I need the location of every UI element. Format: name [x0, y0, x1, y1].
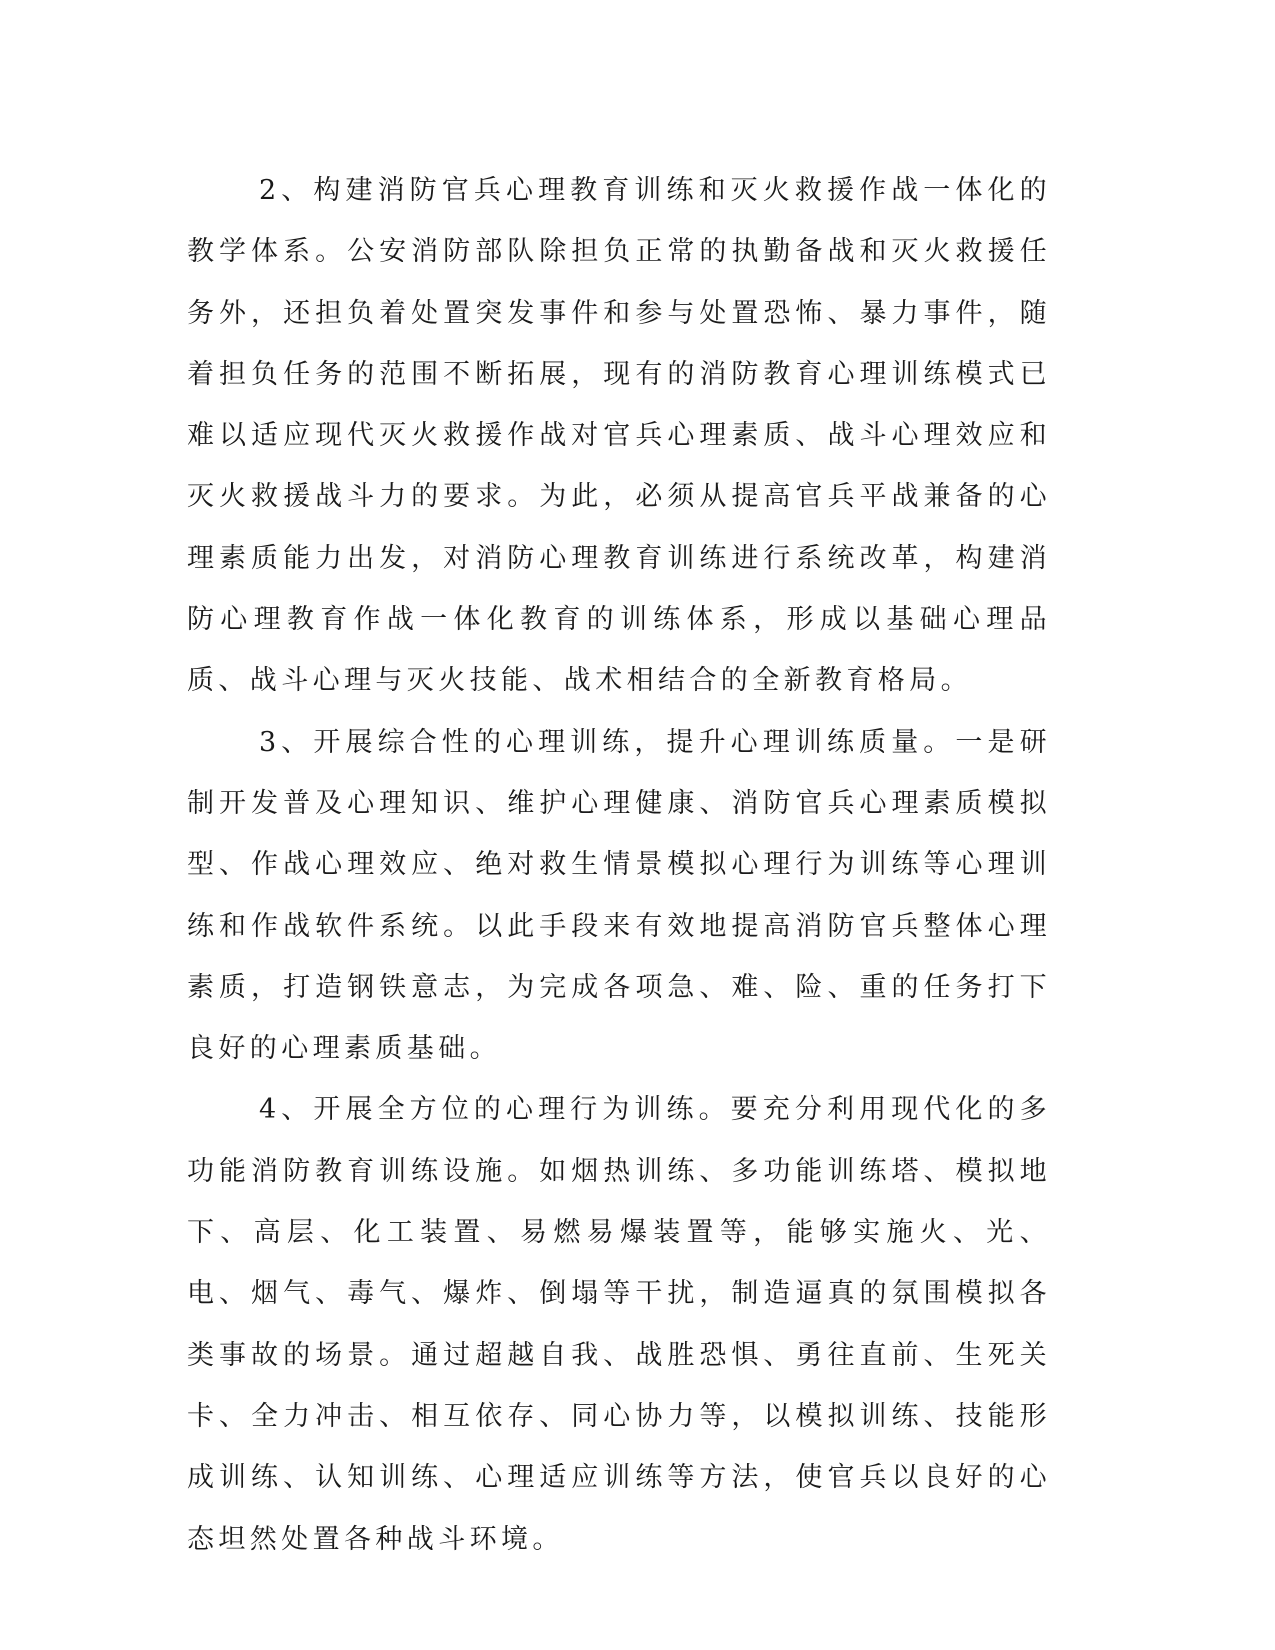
paragraph-3: 3、开展综合性的心理训练，提升心理训练质量。一是研制开发普及心理知识、维护心理健康、消防官兵心理素质模拟型、作战心理效应、绝对救生情景模拟心理行为训练等心理训练和作战软件系统。以此手段来有效地提高消防官兵整体心理素质，打造钢铁意志，为完成各项急、难、险、重的任务打下良好的心理素质基础。	[187, 726, 1051, 1065]
paragraph-4: 4、开展全方位的心理行为训练。要充分利用现代化的多功能消防教育训练设施。如烟热训练、多功能训练塔、模拟地下、高层、化工装置、易燃易爆装置等，能够实施火、光、电、烟气、毒气、爆炸、倒塌等干扰，制造逼真的氛围模拟各类事故的场景。通过超越自我、战胜恐惧、勇往直前、生死关卡、全力冲击、相互依存、同心协力等，以模拟训练、技能形成训练、认知训练、心理适应训练等方法，使官兵以良好的心态坦然处置各种战斗环境。	[187, 1094, 1051, 1555]
document-body	[187, 160, 1051, 1570]
paragraph-2: 2、构建消防官兵心理教育训练和灭火救援作战一体化的教学体系。公安消防部队除担负正常的执勤备战和灭火救援任务外，还担负着处置突发事件和参与处置恐怖、暴力事件，随着担负任务的范围不断拓展，现有的消防教育心理训练模式已难以适应现代灭火救援作战对官兵心理素质、战斗心理效应和灭火救援战斗力的要求。为此，必须从提高官兵平战兼备的心理素质能力出发，对消防心理教育训练进行系统改革，构建消防心理教育作战一体化教育的训练体系，形成以基础心理品质、战斗心理与灭火技能、战术相结合的全新教育格局。	[187, 175, 1051, 697]
